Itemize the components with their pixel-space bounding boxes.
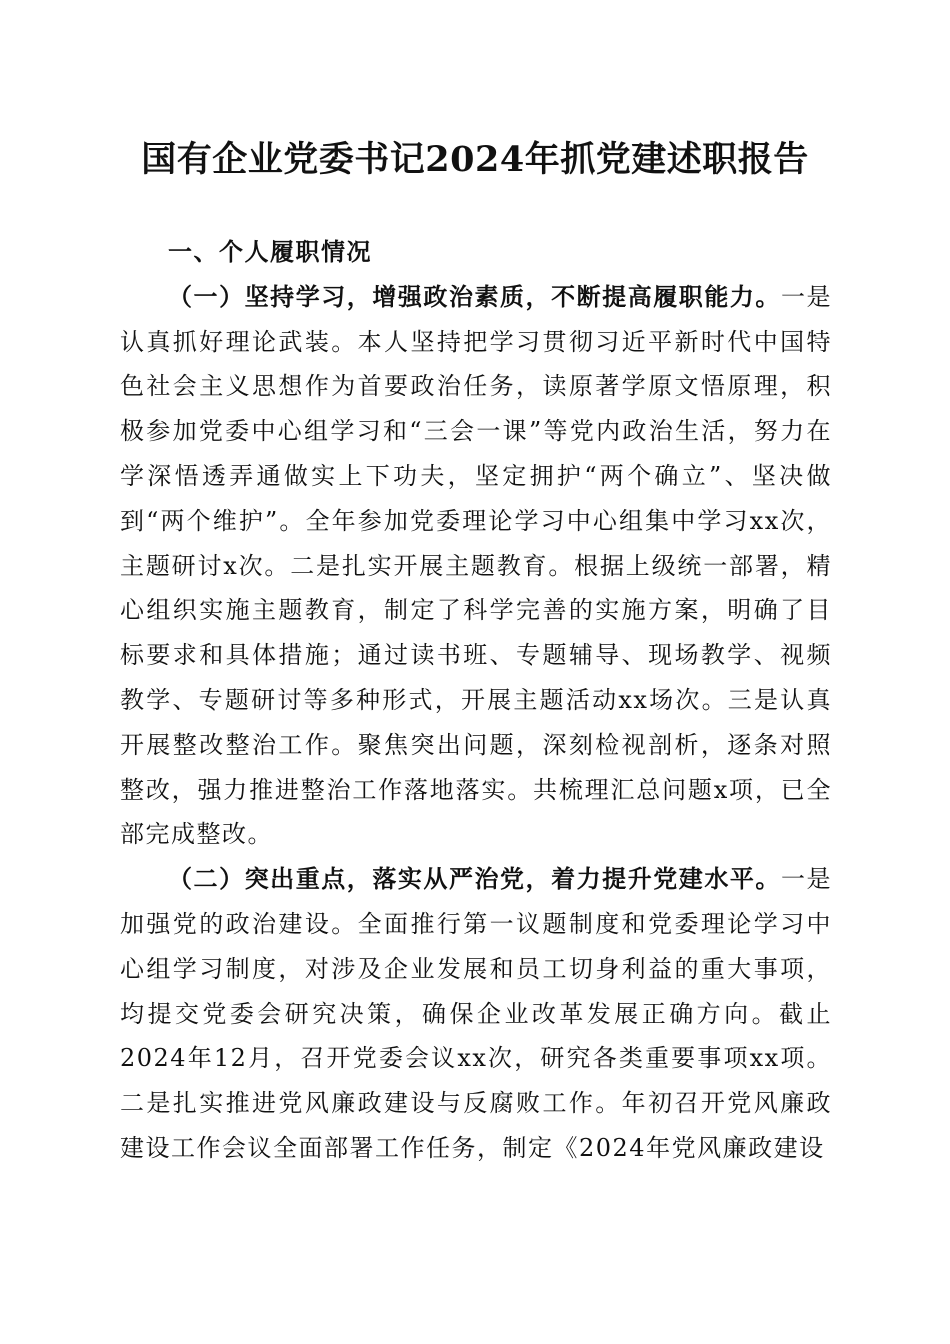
paragraph-text: 一是加强党的政治建设。全面推行第一议题制度和党委理论学习中心组学习制度，对涉及企业发展和员工切身利益的重大事项，均提交党委会研究决策，确保企业改革发展正确方向。截止2024年12月，召开党委会议xx次，研究各类重要事项xx项。二是扎实推进党风廉政建设与反腐败工作。年初召开党风廉政建设工作会议全面部署工作任务，制定《2024年党风廉政建设 [120,865,833,1162]
paragraph-party-building [120,857,832,1171]
paragraph-study [120,275,832,857]
document-body [120,230,832,1171]
document-title: 国有企业党委书记2024年抓党建述职报告 [141,139,809,180]
paragraph-lead: （二）突出重点，落实从严治党，着力提升党建水平。 [168,864,781,894]
paragraph-lead: （一）坚持学习，增强政治素质，不断提高履职能力。 [168,281,781,311]
section-heading: 一、个人履职情况 [168,237,372,266]
paragraph-text: 一是认真抓好理论武装。本人坚持把学习贯彻习近平新时代中国特色社会主义思想作为首要政治任务，读原著学原文悟原理，积极参加党委中心组学习和“三会一课”等党内政治生活，努力在学深悟透弄通做实上下功夫，坚定拥护“两个确立”、坚决做到“两个维护”。全年参加党委理论学习中心组集中学习xx次，主题研讨x次。二是扎实开展主题教育。根据上级统一部署，精心组织实施主题教育，制定了科学完善的实施方案，明确了目标要求和具体措施；通过读书班、专题辅导、现场教学、视频教学、专题研讨等多种形式，开展主题活动xx场次。三是认真开展整改整治工作。聚焦突出问题，深刻检视剖析，逐条对照整改，强力推进整治工作落地落实。共梳理汇总问题x项，已全部完成整改。 [120,282,833,849]
